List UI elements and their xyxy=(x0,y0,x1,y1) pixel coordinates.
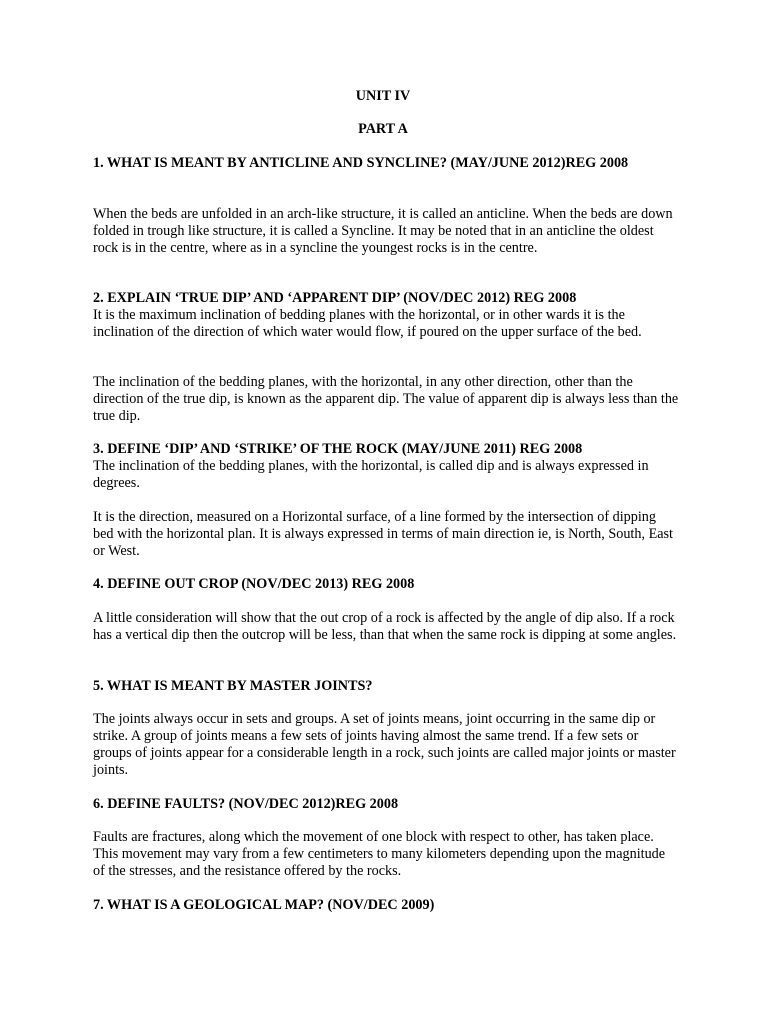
question-4-heading: 4. DEFINE OUT CROP (NOV/DEC 2013) REG 2008 xyxy=(93,576,415,592)
question-6-answer: Faults are fractures, along which the movement of one block with respect to other, has taken place. This movement may vary from a few centimeters to many kilometers depending upon the magnitude of the stresses, and the resistance offered by the rocks. xyxy=(93,829,666,879)
question-2-answer-2: The inclination of the bedding planes, with the horizontal, in any other direction, other than the direction of the true dip, is known as the apparent dip. The value of apparent dip is always less than the true dip. xyxy=(93,374,679,424)
question-6-heading: 6. DEFINE FAULTS? (NOV/DEC 2012)REG 2008 xyxy=(93,796,399,812)
question-5-answer: The joints always occur in sets and groups. A set of joints means, joint occurring in the same dip or strike. A group of joints means a few sets of joints having almost the same trend. If a few sets or groups of joints appear for a considerable length in a rock, such joints are called major joints or master joints. xyxy=(93,711,676,778)
question-3-answer-2: It is the direction, measured on a Horizontal surface, of a line formed by the intersection of dipping bed with the horizontal plan. It is always expressed in terms of main direction ie, is North, South, East or West. xyxy=(93,509,673,559)
question-1-heading: 1. WHAT IS MEANT BY ANTICLINE AND SYNCLINE? (MAY/JUNE 2012)REG 2008 xyxy=(93,155,629,171)
question-5-heading: 5. WHAT IS MEANT BY MASTER JOINTS? xyxy=(93,678,373,694)
part-title: PART A xyxy=(358,121,408,137)
question-7-heading: 7. WHAT IS A GEOLOGICAL MAP? (NOV/DEC 2009) xyxy=(93,897,435,913)
question-4-answer: A little consideration will show that the out crop of a rock is affected by the angle of dip also. If a rock has a vertical dip then the outcrop will be less, than that when the same rock is dipping at some angles. xyxy=(93,610,677,643)
question-2-heading: 2. EXPLAIN ‘TRUE DIP’ AND ‘APPARENT DIP’ (NOV/DEC 2012) REG 2008 xyxy=(93,290,577,306)
question-1-answer: When the beds are unfolded in an arch-like structure, it is called an anticline. When the beds are down folded in trough like structure, it is called a Syncline. It may be noted that in an anticline the oldest rock is in the centre, where as in a syncline the youngest rocks is in the centre. xyxy=(93,206,673,256)
question-3-answer-1: The inclination of the bedding planes, with the horizontal, is called dip and is always expressed in degrees. xyxy=(93,458,649,491)
question-2-answer-1: It is the maximum inclination of bedding planes with the horizontal, or in other wards it is the inclination of the direction of which water would flow, if poured on the upper surface of the bed. xyxy=(93,307,642,340)
unit-title: UNIT IV xyxy=(355,88,411,104)
question-3-heading: 3. DEFINE ‘DIP’ AND ‘STRIKE’ OF THE ROCK (MAY/JUNE 2011) REG 2008 xyxy=(93,441,583,457)
